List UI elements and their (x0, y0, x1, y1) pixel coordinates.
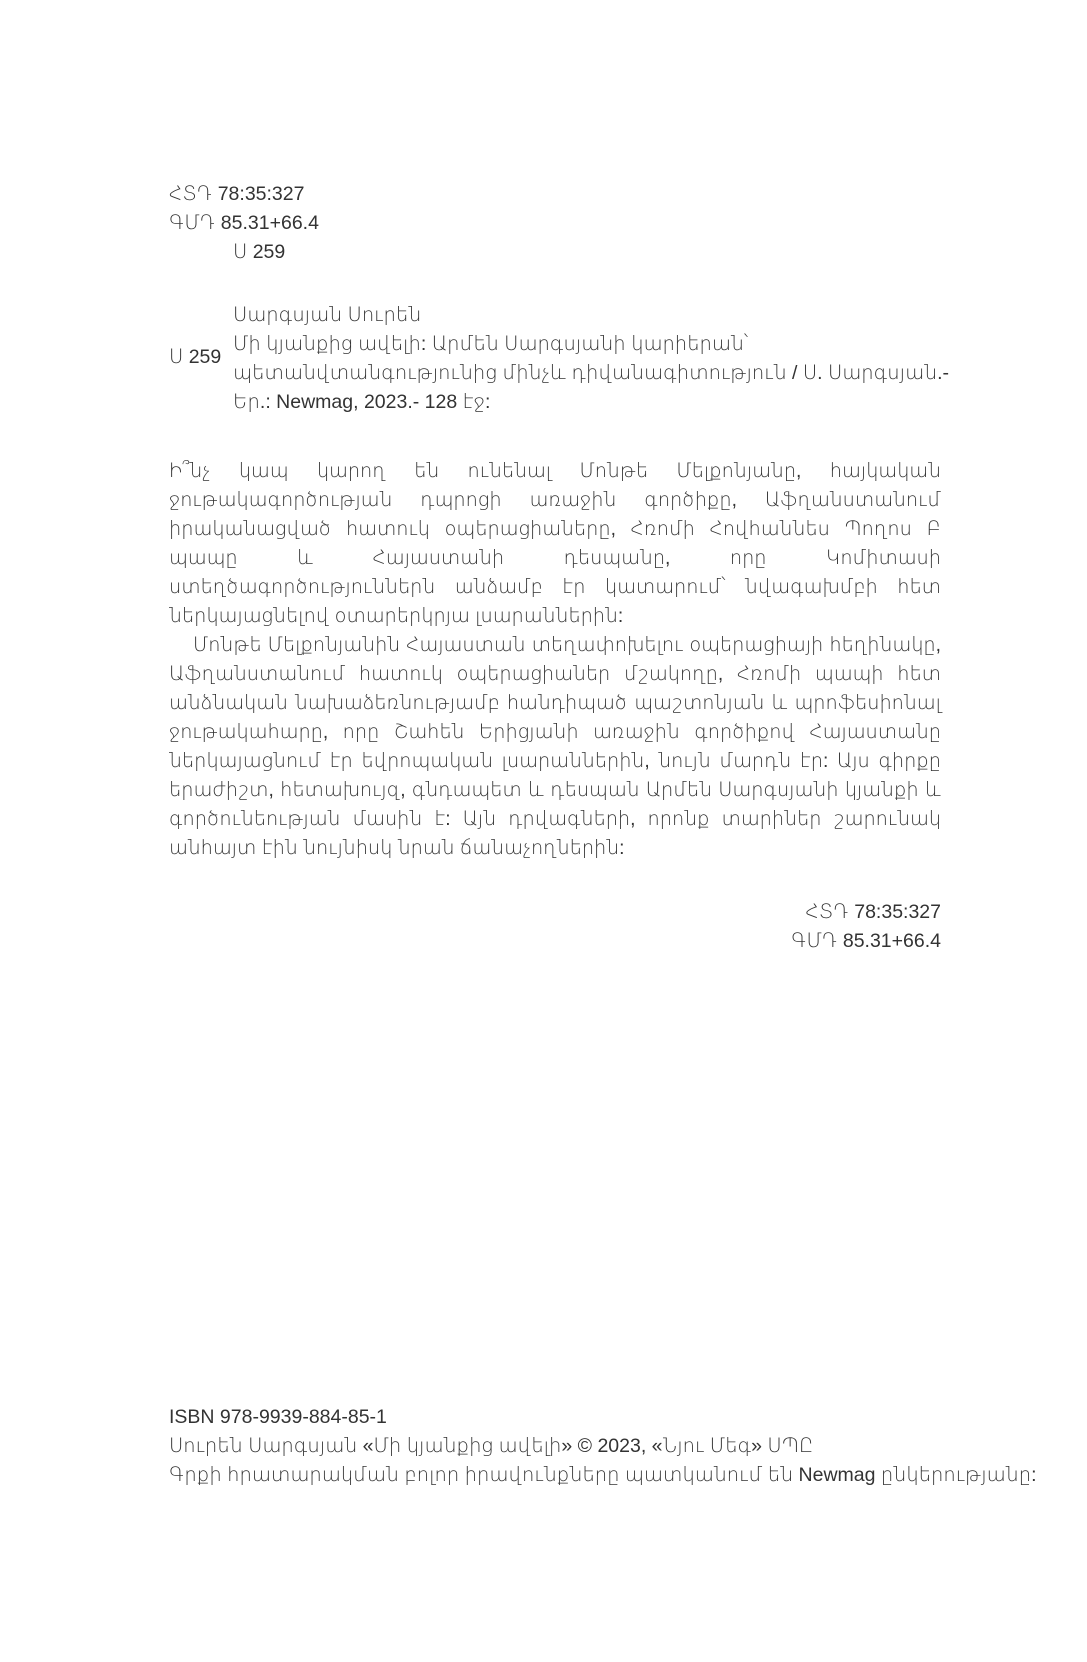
imprint-block (169, 1403, 1037, 1490)
author-mark: Ս 259 (233, 241, 286, 263)
classification-block-top (169, 180, 319, 267)
rights-notice: Գրքի հրատարակման բոլոր իրավունքները պատկանում են Newmag ընկերությանը: (169, 1464, 1037, 1486)
catalog-author: Սարգսյան Սուրեն (233, 304, 422, 326)
catalog-title: Մի կյանքից ավելի: Արմեն Սարգսյանի կարիերան՝ (233, 333, 749, 355)
annotation-paragraph: Մոնթե Մելքոնյանին Հայաստան տեղափոխելու օպերացիայի հեղինակը, Աֆղանստանում հատուկ օպերացիաներ մշակողը, Հռոմի պապի հետ անձնական նախաձեռնությամբ հանդիպած պաշտոնյան և պրոֆեսիոնալ ջութակահարը, որը Շահեն Երիցյանի առաջին գործիքով Հայաստանը ներկայացնում էր եվրոպական լսարաններին, նույն մարդն էր: Այս գիրքը երաժիշտ, հետախույզ, գնդապետ և դեսպան Արմեն Սարգսյանի կյանքի և գործունեության մասին է: Այն դրվագների, որոնք տարիներ շարունակ անհայտ էին նույնիսկ նրան ճանաչողներին: (169, 635, 941, 859)
book-annotation (169, 457, 941, 863)
annotation-paragraph: Ի՞նչ կապ կարող են ունենալ Մոնթե Մելքոնյանը, հայկական ջութակագործության դպրոցի առաջին գործիքը, Աֆղանստանում իրականացված հատուկ օպերացիաները, Հռոմի Հովհաննես Պողոս Բ պապը և Հայաստանի դեսպանը, որը Կոմիտասի ստեղծագործություններն անձամբ էր կատարում՝ նվագախմբի հետ ներկայացնելով օտարերկրյա լսարաններին: (169, 461, 941, 627)
udc-code: ՀՏԴ 78:35:327 (169, 183, 305, 205)
bbk-code: ԳՄԴ 85.31+66.4 (169, 212, 319, 234)
catalog-subtitle: պետանվտանգությունից մինչև դիվանագիտություն / Ս. Սարգսյան.- (233, 362, 950, 384)
catalog-author-mark: Ս 259 (169, 346, 222, 368)
udc-code: ՀՏԴ 78:35:327 (805, 901, 941, 923)
isbn: ISBN 978-9939-884-85-1 (169, 1406, 387, 1428)
classification-block-right (700, 898, 941, 956)
catalog-entry-body (233, 301, 949, 417)
bbk-code: ԳՄԴ 85.31+66.4 (791, 930, 941, 952)
copyright-notice: Սուրեն Սարգսյան «Մի կյանքից ավելի» © 2023, «Նյու Մեգ» ՍՊԸ (169, 1435, 814, 1457)
catalog-publication: Եր.: Newmag, 2023.- 128 էջ: (233, 391, 491, 413)
